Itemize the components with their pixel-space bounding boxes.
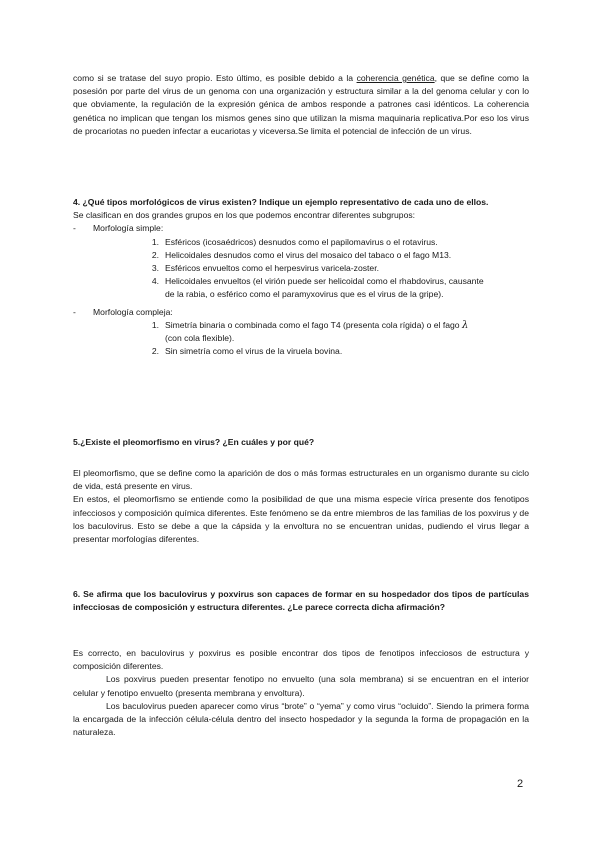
question-4-intro: Se clasifican en dos grandes grupos en los que podemos encontrar diferentes subgrupos: (73, 210, 416, 221)
intro-paragraph (73, 72, 529, 138)
simple-item-3 (73, 262, 529, 275)
coherencia-genetica-term: coherencia genética (356, 73, 435, 83)
list-item-text: Esféricos (icosaédricos) desnudos como el papilomavirus o el rotavirus. (165, 236, 438, 247)
question-4-heading: 4. ¿Qué tipos morfológicos de virus existen? Indique un ejemplo representativo de cada uno de ellos. (73, 197, 489, 207)
complex-item-1 (73, 319, 529, 345)
list-item-text (73, 319, 529, 332)
list-number: 2. (151, 346, 159, 357)
question-5-body (73, 467, 529, 546)
list-number: 3. (151, 263, 159, 274)
question-4-section (73, 196, 529, 358)
list-item-text: Helicoidales desnudos como el virus del mosaico del tabaco o el fago M13. (165, 249, 452, 260)
simple-item-1 (73, 236, 529, 249)
bullet-marker: - (73, 223, 76, 234)
list-item-text: Sin simetría como el virus de la viruela bovina. (165, 346, 343, 357)
complex-item-1-continuation: (con cola flexible). (165, 333, 235, 344)
list-number: 2. (151, 249, 159, 260)
question-6-paragraph-2: Los poxvirus pueden presentar fenotipo no envuelto (una sola membrana) si se encuentran en el interior celular y fenotipo envuelto (presenta membrana y envoltura). (73, 674, 529, 698)
question-6-body (73, 647, 529, 739)
bullet-marker: - (73, 306, 76, 317)
complex-morphology-label: Morfología compleja: (93, 306, 173, 317)
list-number: 1. (151, 236, 159, 247)
intro-text-start: como si se tratase del suyo propio. Esto último, es posible debido a la (73, 73, 357, 83)
simple-item-2 (73, 249, 529, 262)
intro-text-rest: , que se define como la posesión por parte del virus de un genoma con una organización y estructura similar a la del genoma celular y con lo que obviamente, la regulación de la expresión génica de ambos responde a patrones casi idénticos. La coherencia genética no implican que tengan los mismos genes sino que utilizan la misma maquinaria replicativa.Por eso los virus de procariotas no pueden infectar a eucariotas y viceversa.Se limita el potencial de infección de un virus. (73, 73, 530, 136)
question-6-paragraph-1: Es correcto, en baculovirus y poxvirus es posible encontrar dos tipos de fenotipos infecciosos de estructura y composición diferentes. (73, 648, 529, 672)
question-5-paragraph-1: El pleomorfismo, que se define como la aparición de dos o más formas estructurales en un organismo durante su ciclo de vida, está presente en virus. (73, 468, 529, 492)
simple-morphology-label: Morfología simple: (93, 223, 164, 234)
page-number: 2 (517, 778, 524, 790)
complex-item-1-text: Simetría binaria o combinada como el fago T4 (presenta cola rígida) o el fago (165, 319, 460, 330)
question-6-paragraph-3: Los baculovirus pueden aparecer como virus “brote” o “yema” y como virus “ocluido”. Siendo la primera forma la encargada de la infección célula-célula dentro del insecto hospedador y la segunda la forma de propagación en la naturaleza. (73, 700, 529, 738)
bullet-complex-morphology (73, 306, 529, 319)
list-item-text: Esféricos envueltos como el herpesvirus varicela-zoster. (165, 263, 379, 274)
list-item-text: Helicoidales envueltos (el virión puede ser helicoidal como el rhabdovirus, causante de la rabia, o esférico como el paramyxovirus que es el virus de la gripe). (165, 276, 484, 300)
question-5-paragraph-2: En estos, el pleomorfismo se entiende como la posibilidad de que una misma especie vírica presente dos fenotipos infecciosos y composición química diferentes. Este fenómeno se da entre miembros de las familias de los poxvirus y de los baculovirus. Esto se debe a que la cápsida y la envoltura no se encuentran unidas, pudiendo el virus llegar a presentar morfologías diferentes. (73, 494, 529, 545)
question-5-section (73, 436, 529, 449)
question-6-section (73, 588, 529, 614)
question-6-heading: 6. Se afirma que los baculovirus y poxvirus son capaces de formar en su hospedador dos tipos de partículas infecciosas de composición y estructura diferentes. ¿Le parece correcta dicha afirmación? (73, 589, 529, 613)
bullet-simple-morphology (73, 222, 529, 235)
complex-item-2 (73, 345, 529, 358)
lambda-symbol: λ (461, 319, 469, 331)
question-5-heading: 5.¿Existe el pleomorfismo en virus? ¿En cuáles y por qué? (73, 437, 315, 447)
list-number: 4. (151, 276, 159, 287)
list-number: 1. (151, 319, 159, 330)
simple-item-4 (73, 275, 529, 301)
